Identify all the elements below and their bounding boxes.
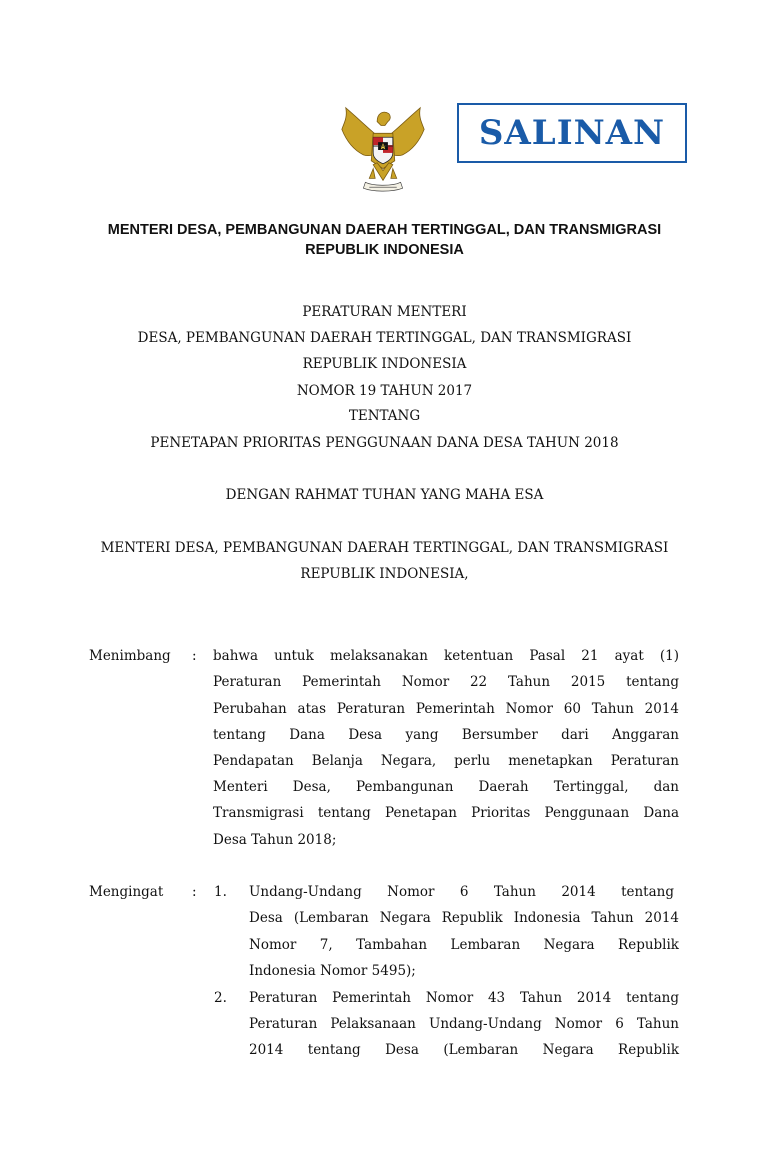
ministry-header-line2: REPUBLIK INDONESIA — [305, 242, 464, 258]
menimbang-line: Desa Tahun 2018; — [213, 832, 337, 848]
menimbang-label: Menimbang — [89, 648, 171, 664]
mengingat-label: Mengingat — [89, 884, 164, 900]
regulation-number: NOMOR 19 TAHUN 2017 — [296, 383, 473, 399]
menimbang-line: Menteri Desa, Pembangunan Daerah Tertinggal, dan — [213, 779, 679, 795]
menimbang-line: Transmigrasi tentang Penetapan Prioritas Penggunaan Dana — [213, 805, 679, 821]
menimbang-line: Pendapatan Belanja Negara, perlu menetapkan Peraturan — [213, 753, 679, 769]
menimbang-line: Perubahan atas Peraturan Pemerintah Nomor 60 Tahun 2014 — [213, 701, 679, 717]
menimbang-line: bahwa untuk melaksanakan ketentuan Pasal 21 ayat (1) — [213, 648, 679, 664]
issuer-line2: REPUBLIK INDONESIA, — [300, 566, 469, 582]
regulation-about: TENTANG — [348, 408, 421, 424]
issuer-line1: MENTERI DESA, PEMBANGUNAN DAERAH TERTINGGAL, DAN TRANSMIGRASI — [100, 540, 669, 556]
mengingat-item-line: Desa (Lembaran Negara Republik Indonesia Tahun 2014 — [249, 910, 679, 926]
regulation-subject: PENETAPAN PRIORITAS PENGGUNAAN DANA DESA TAHUN 2018 — [150, 435, 619, 451]
salinan-stamp — [457, 103, 687, 163]
mengingat-item-line: Peraturan Pemerintah Nomor 43 Tahun 2014 tentang — [249, 990, 679, 1006]
regulation-country: REPUBLIK INDONESIA — [302, 356, 467, 372]
mengingat-item-number: 2. — [214, 990, 227, 1006]
mengingat-item-line: Nomor 7, Tambahan Lembaran Negara Republik — [249, 937, 679, 953]
mengingat-item-line: Undang-Undang Nomor 6 Tahun 2014 tentang — [249, 884, 674, 900]
ministry-header — [60, 220, 709, 260]
mengingat-item-line: Peraturan Pelaksanaan Undang-Undang Nomor 6 Tahun — [249, 1016, 679, 1032]
mengingat-item-number: 1. — [214, 884, 227, 900]
garuda-emblem — [334, 100, 432, 198]
mengingat-item-line: Indonesia Nomor 5495); — [249, 963, 416, 979]
stamp-text: SALINAN — [478, 113, 666, 153]
mengingat-colon: : — [192, 884, 197, 900]
blessing: DENGAN RAHMAT TUHAN YANG MAHA ESA — [225, 487, 544, 503]
regulation-type: PERATURAN MENTERI — [302, 304, 467, 320]
mengingat-item-line: 2014 tentang Desa (Lembaran Negara Republik — [249, 1042, 679, 1058]
menimbang-line: tentang Dana Desa yang Bersumber dari Anggaran — [213, 727, 679, 743]
menimbang-colon: : — [192, 648, 197, 664]
regulation-ministry: DESA, PEMBANGUNAN DAERAH TERTINGGAL, DAN TRANSMIGRASI — [137, 330, 632, 346]
menimbang-line: Peraturan Pemerintah Nomor 22 Tahun 2015 tentang — [213, 674, 679, 690]
ministry-header-line1: MENTERI DESA, PEMBANGUNAN DAERAH TERTINGGAL, DAN TRANSMIGRASI — [107, 222, 662, 238]
